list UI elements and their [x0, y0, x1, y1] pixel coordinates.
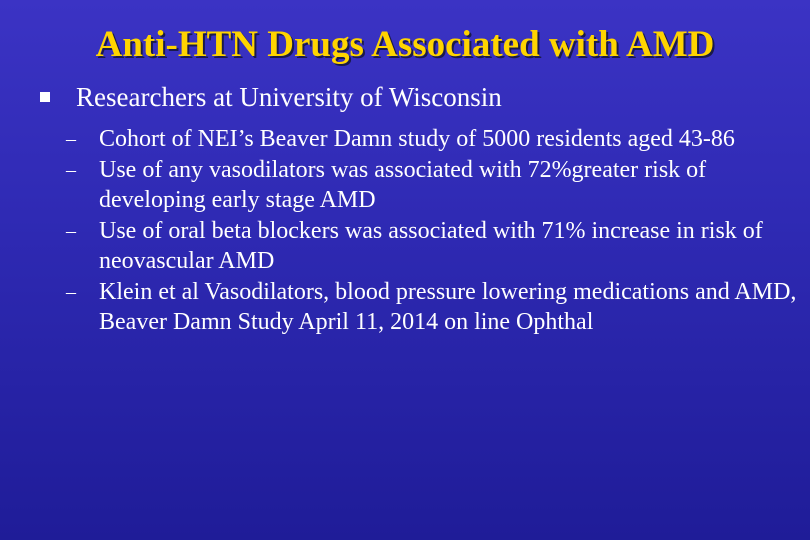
sub-bullet-list	[66, 124, 800, 338]
sub-bullet-text: Klein et al Vasodilators, blood pressure lowering medications and AMD, Beaver Damn Study April 11, 2014 on line Ophthal	[99, 279, 797, 335]
dash-bullet-icon: –	[66, 281, 76, 303]
square-bullet-icon	[40, 92, 50, 102]
main-bullet-text: Researchers at University of Wisconsin	[76, 82, 502, 112]
sub-bullet-item	[66, 216, 800, 276]
dash-bullet-icon: –	[66, 220, 76, 242]
sub-bullet-text: Cohort of NEI’s Beaver Damn study of 5000 residents aged 43-86	[99, 126, 735, 152]
sub-bullet-item	[66, 155, 800, 215]
main-bullet	[40, 80, 790, 114]
sub-bullet-item	[66, 277, 800, 337]
sub-bullet-item	[66, 124, 800, 154]
sub-bullet-text: Use of oral beta blockers was associated with 71% increase in risk of neovascular AMD	[99, 218, 763, 274]
sub-bullet-text: Use of any vasodilators was associated with 72%greater risk of developing early stage AMD	[99, 157, 707, 213]
dash-bullet-icon: –	[66, 159, 76, 181]
dash-bullet-icon: –	[66, 128, 76, 150]
slide-title: Anti-HTN Drugs Associated with AMD	[95, 24, 715, 65]
